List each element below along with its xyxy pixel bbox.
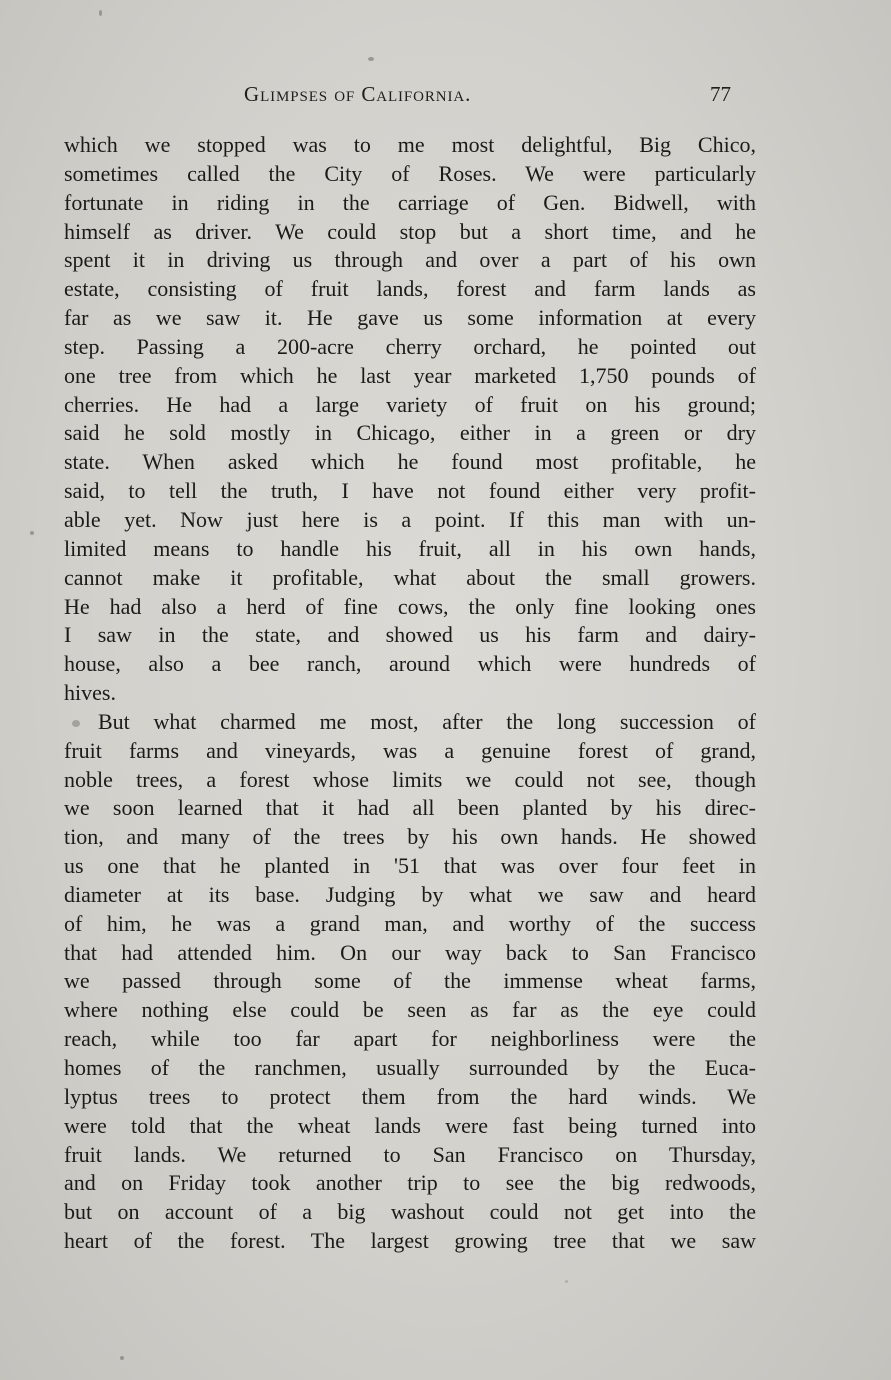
paragraph-end-line: hives. <box>64 680 116 706</box>
text-line: cherries. He had a large variety of fruit on his ground; <box>64 391 756 417</box>
paper-speck <box>120 1356 124 1360</box>
text-line: said, to tell the truth, I have not found either very profit- <box>64 478 756 504</box>
text-line: limited means to handle his fruit, all in his own hands, <box>64 535 756 561</box>
text-line: we passed through some of the immense wheat farms, <box>64 968 756 994</box>
text-line: where nothing else could be seen as far as the eye could <box>64 997 756 1023</box>
page-header <box>0 82 891 112</box>
paper-speck <box>30 531 34 535</box>
text-line: diameter at its base. Judging by what we saw and heard <box>64 881 756 907</box>
paper-speck <box>99 10 102 16</box>
text-line: state. When asked which he found most profitable, he <box>64 449 756 475</box>
text-line: were told that the wheat lands were fast being turned into <box>64 1112 756 1138</box>
text-line: us one that he planted in '51 that was over four feet in <box>64 853 756 879</box>
text-line: one tree from which he last year marketed 1,750 pounds of <box>64 362 756 388</box>
text-line: I saw in the state, and showed us his farm and dairy- <box>64 622 756 648</box>
text-line: and on Friday took another trip to see the big redwoods, <box>64 1170 756 1196</box>
text-line: of him, he was a grand man, and worthy of the success <box>64 910 756 936</box>
text-line: tion, and many of the trees by his own hands. He showed <box>64 824 756 850</box>
text-line: fruit farms and vineyards, was a genuine forest of grand, <box>64 737 756 763</box>
text-line: we soon learned that it had all been planted by his direc- <box>64 795 756 821</box>
text-line: lyptus trees to protect them from the hard winds. We <box>64 1083 756 1109</box>
text-line: spent it in driving us through and over a part of his own <box>64 247 756 273</box>
text-line: step. Passing a 200-acre cherry orchard, he pointed out <box>64 333 756 359</box>
text-line: homes of the ranchmen, usually surrounded by the Euca- <box>64 1055 756 1080</box>
body-text <box>64 131 756 1256</box>
text-line: reach, while too far apart for neighborliness were the <box>64 1026 756 1052</box>
text-line: estate, consisting of fruit lands, forest and farm lands as <box>64 276 756 302</box>
text-line: himself as driver. We could stop but a short time, and he <box>64 218 756 244</box>
text-line: He had also a herd of fine cows, the only fine looking ones <box>64 593 756 619</box>
text-line: far as we saw it. He gave us some information at every <box>64 305 756 331</box>
text-line: noble trees, a forest whose limits we could not see, though <box>64 766 756 792</box>
text-line: cannot make it profitable, what about the small growers. <box>64 564 756 590</box>
text-line: that had attended him. On our way back to San Francisco <box>64 939 756 965</box>
paper-speck <box>72 720 80 727</box>
text-line: house, also a bee ranch, around which were hundreds of <box>64 651 756 677</box>
text-line: but on account of a big washout could not get into the <box>64 1199 756 1225</box>
text-line: said he sold mostly in Chicago, either in a green or dry <box>64 420 756 446</box>
text-line: heart of the forest. The largest growing tree that we saw <box>64 1228 756 1254</box>
paper-speck <box>368 57 374 61</box>
running-title: Glimpses of California. <box>244 82 472 106</box>
text-line: sometimes called the City of Roses. We were particularly <box>64 160 756 186</box>
text-line: fortunate in riding in the carriage of Gen. Bidwell, with <box>64 189 756 215</box>
text-line: which we stopped was to me most delightful, Big Chico, <box>64 132 756 157</box>
page-number: 77 <box>710 82 731 106</box>
text-line: fruit lands. We returned to San Francisco on Thursday, <box>64 1141 756 1167</box>
paper-speck <box>565 1280 568 1283</box>
paragraph-start-line: But what charmed me most, after the long succession of <box>98 708 756 734</box>
text-line: able yet. Now just here is a point. If this man with un- <box>64 506 756 532</box>
